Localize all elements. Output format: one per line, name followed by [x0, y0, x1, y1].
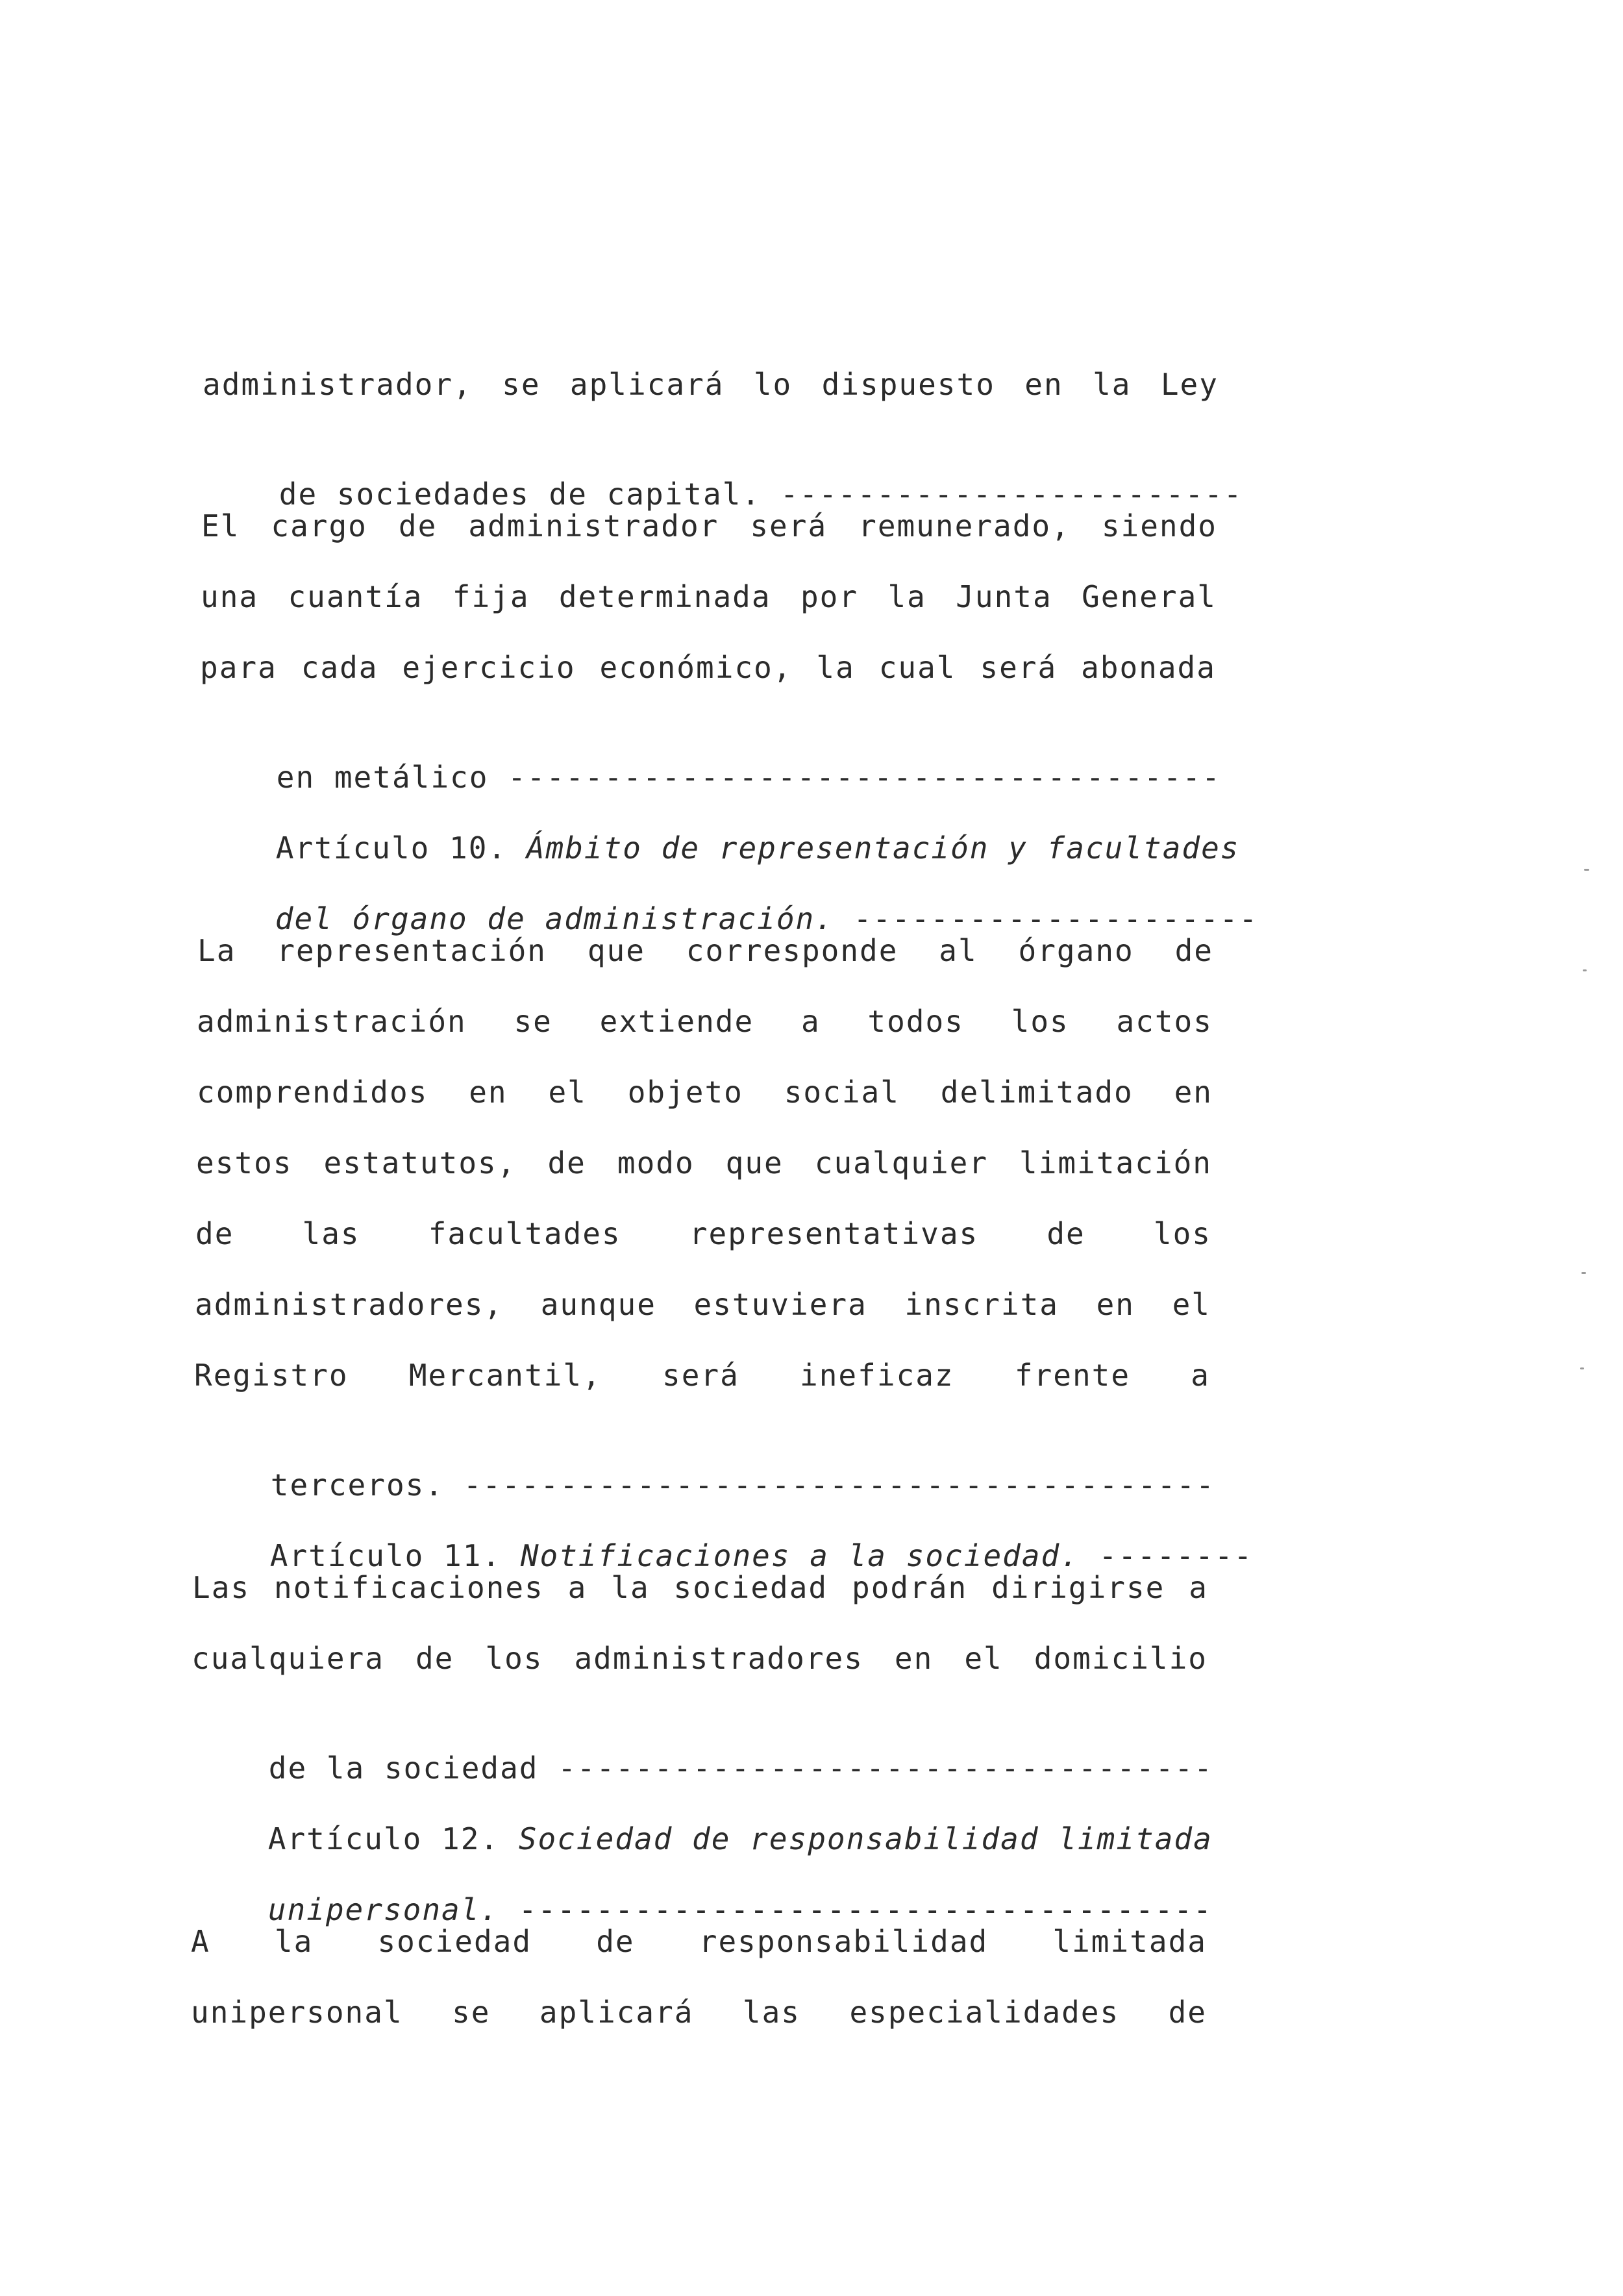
word: El	[201, 508, 240, 543]
word: de	[195, 1216, 234, 1251]
word: domicilio	[1034, 1641, 1208, 1676]
word: objeto	[627, 1075, 743, 1110]
scan-speck	[1584, 869, 1589, 871]
text-line	[201, 577, 1217, 616]
word: administradores	[574, 1641, 863, 1676]
word: representativas	[689, 1216, 979, 1251]
text-line	[191, 1993, 1207, 2032]
text-line	[203, 365, 1219, 404]
text-line	[199, 719, 1221, 795]
word: será	[662, 1358, 739, 1393]
word: administrador,	[203, 367, 473, 402]
word: corresponde	[686, 933, 898, 968]
word: Ley	[1160, 367, 1219, 402]
article-number: Artículo 11.	[269, 1538, 521, 1573]
word: el	[964, 1641, 1003, 1676]
dash-filler: --------	[1079, 1538, 1254, 1573]
article-number: Artículo 10.	[275, 830, 527, 866]
text-line	[200, 648, 1216, 687]
text-line	[194, 1356, 1210, 1395]
article-heading	[191, 1851, 1213, 1927]
word: se	[502, 367, 541, 402]
article-title: Ámbito de representación y facultades	[526, 830, 1240, 866]
line-text: terceros. ---------------------------------------	[270, 1467, 1215, 1503]
word: administración	[197, 1004, 467, 1039]
word: económico,	[599, 650, 793, 685]
word: en	[1024, 367, 1063, 402]
dash-filler: ---------------------	[834, 901, 1259, 936]
word: sociedad	[377, 1924, 532, 1959]
article-heading	[199, 790, 1240, 866]
word: en	[1096, 1287, 1135, 1322]
word: de	[1047, 1216, 1085, 1251]
word: limitación	[1019, 1145, 1212, 1180]
word: A	[191, 1924, 210, 1959]
text-line	[202, 436, 1243, 512]
word: el	[1172, 1287, 1211, 1322]
word: extiende	[599, 1004, 754, 1039]
word: administradores,	[195, 1287, 504, 1322]
word: representación	[277, 933, 547, 968]
text-line	[192, 1639, 1208, 1678]
word: cuantía	[288, 579, 423, 614]
article-title: unipersonal.	[267, 1892, 500, 1927]
word: facultades	[428, 1216, 621, 1251]
word: siendo	[1101, 508, 1217, 543]
article-title: Sociedad de responsabilidad limitada	[518, 1821, 1213, 1856]
line-text: en metálico -------------------------------------	[276, 760, 1221, 795]
word: la	[274, 1924, 314, 1959]
word: cual	[878, 650, 956, 685]
word: limitada	[1052, 1924, 1207, 1959]
word: actos	[1116, 1004, 1213, 1039]
word: Junta	[956, 579, 1052, 614]
word: aunque	[540, 1287, 656, 1322]
word: ejercicio	[402, 650, 576, 685]
word: social	[784, 1075, 900, 1110]
word: órgano	[1018, 933, 1134, 968]
word: de	[1174, 933, 1213, 968]
word: Mercantil,	[408, 1358, 602, 1393]
word: frente	[1014, 1358, 1131, 1393]
word: será	[980, 650, 1058, 685]
line-text: de la sociedad ----------------------------------	[268, 1751, 1213, 1786]
article-number: Artículo 12.	[267, 1821, 519, 1856]
scan-speck	[1580, 1367, 1584, 1369]
word: en	[894, 1641, 934, 1676]
word: será	[750, 508, 828, 543]
dash-filler: ------------------------------------	[499, 1892, 1213, 1927]
word: se	[514, 1004, 552, 1039]
word: a	[1191, 1358, 1210, 1393]
word: responsabilidad	[699, 1924, 989, 1959]
word: Registro	[194, 1358, 349, 1393]
word: las	[742, 1995, 800, 2030]
word: las	[302, 1216, 360, 1251]
word: fija	[452, 579, 530, 614]
text-line	[192, 1568, 1208, 1607]
text-line	[191, 1922, 1207, 1961]
word: dispuesto	[821, 367, 995, 402]
text-line	[195, 1214, 1211, 1253]
scan-speck	[1583, 969, 1587, 971]
word: a	[1189, 1570, 1208, 1605]
word: Las	[192, 1570, 251, 1605]
word: abonada	[1081, 650, 1216, 685]
word: delimitado	[940, 1075, 1134, 1110]
article-title: del órgano de administración.	[275, 901, 834, 936]
word: la	[887, 579, 926, 614]
word: estatutos,	[323, 1145, 517, 1180]
article-heading	[198, 860, 1259, 936]
word: la	[611, 1570, 650, 1605]
article-heading	[193, 1497, 1254, 1573]
article-heading	[191, 1780, 1213, 1856]
word: cargo	[271, 508, 367, 543]
word: cada	[301, 650, 378, 685]
text-line	[197, 1073, 1213, 1112]
text-line	[197, 931, 1213, 970]
word: a	[800, 1004, 821, 1039]
word: el	[548, 1075, 587, 1110]
word: notificaciones	[274, 1570, 544, 1605]
word: comprendidos	[197, 1075, 428, 1110]
word: para	[200, 650, 277, 685]
text-line	[193, 1427, 1215, 1503]
word: los	[485, 1641, 543, 1676]
word: en	[1174, 1075, 1213, 1110]
word: inscrita	[904, 1287, 1059, 1322]
word: cualquiera	[192, 1641, 384, 1676]
word: aplicará	[569, 367, 725, 402]
word: sociedad	[673, 1570, 828, 1605]
word: La	[197, 933, 236, 968]
word: aplicará	[539, 1995, 694, 2030]
word: los	[1011, 1004, 1069, 1039]
word: lo	[753, 367, 793, 402]
word: que	[587, 933, 645, 968]
word: determinada	[558, 579, 771, 614]
word: la	[816, 650, 855, 685]
word: una	[201, 579, 259, 614]
word: que	[725, 1145, 784, 1180]
word: por	[800, 579, 859, 614]
word: remunerado,	[858, 508, 1071, 543]
word: administrador	[468, 508, 719, 543]
word: los	[1153, 1216, 1211, 1251]
text-line	[196, 1143, 1212, 1182]
word: estuviera	[693, 1287, 867, 1322]
word: dirigirse	[991, 1570, 1165, 1605]
word: General	[1082, 579, 1217, 614]
article-title: Notificaciones a la sociedad.	[520, 1538, 1080, 1573]
word: de	[1168, 1995, 1207, 2030]
word: a	[567, 1570, 588, 1605]
word: podrán	[852, 1570, 968, 1605]
scan-speck	[1581, 1272, 1586, 1274]
word: especialidades	[849, 1995, 1120, 2030]
word: todos	[867, 1004, 964, 1039]
text-line	[192, 1710, 1213, 1786]
word: de	[415, 1641, 454, 1676]
line-text: de sociedades de capital. ------------------------	[279, 477, 1243, 512]
word: de	[398, 508, 438, 543]
word: se	[452, 1995, 491, 2030]
word: de	[596, 1924, 635, 1959]
word: modo	[617, 1145, 695, 1180]
word: cualquier	[814, 1145, 989, 1180]
word: la	[1093, 367, 1132, 402]
word: ineficaz	[800, 1358, 954, 1393]
word: estos	[196, 1145, 293, 1180]
word: en	[469, 1075, 508, 1110]
text-line	[201, 506, 1217, 545]
text-line	[197, 1002, 1213, 1041]
word: unipersonal	[191, 1995, 403, 2030]
text-line	[195, 1285, 1211, 1324]
word: al	[939, 933, 978, 968]
word: de	[547, 1145, 586, 1180]
